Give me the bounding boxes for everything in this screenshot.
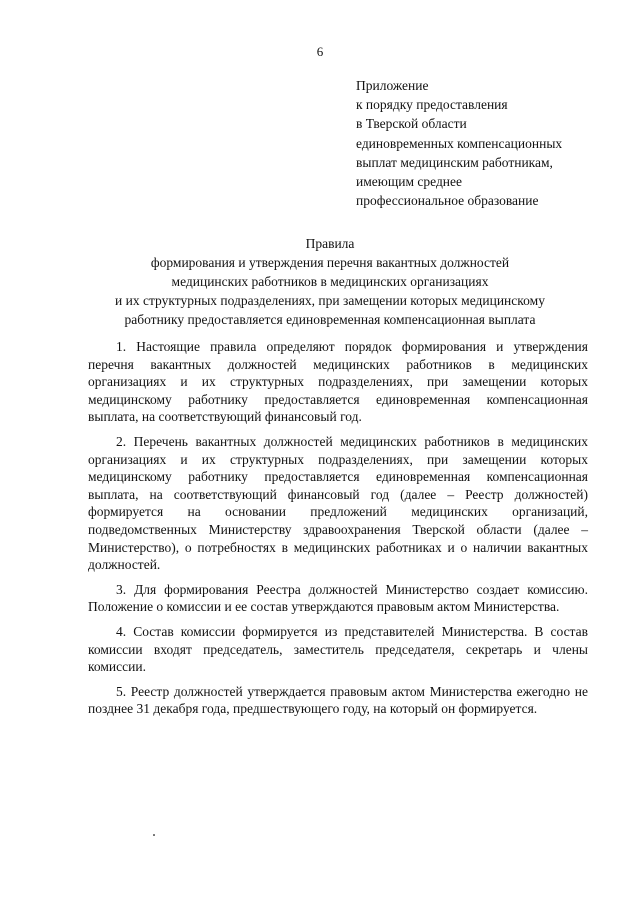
appendix-line: в Тверской области xyxy=(356,116,467,132)
appendix-line: к порядку предоставления xyxy=(356,97,508,113)
paragraph-4: 4. Состав комиссии формируется из представителей Министерства. В состав комиссии входят председатель, заместитель председателя, секретарь и члены комиссии. xyxy=(88,623,588,675)
title-line: формирования и утверждения перечня вакантных должностей xyxy=(150,255,510,270)
appendix-line: выплат медицинским работникам, xyxy=(356,154,553,170)
scan-speck xyxy=(153,834,155,836)
paragraph-3: 3. Для формирования Реестра должностей Министерство создает комиссию. Положение о комиссии и ее состав утверждаются правовым актом Министерства. xyxy=(88,581,588,615)
paragraph-5: 5. Реестр должностей утверждается правовым актом Министерства ежегодно не позднее 31 декабря года, предшествующего году, на который он формируется. xyxy=(88,683,588,717)
page-number: 6 xyxy=(316,44,324,59)
title-line: медицинских работников в медицинских организациях xyxy=(171,274,489,289)
appendix-line: имеющим среднее xyxy=(356,174,463,190)
title-line: и их структурных подразделениях, при замещении которых медицинскому xyxy=(115,293,545,308)
title-heading: Правила xyxy=(305,236,355,251)
appendix-line: Приложение xyxy=(356,78,429,93)
document-title xyxy=(70,234,590,329)
appendix-line: единовременных компенсационных xyxy=(356,135,563,151)
paragraph-1: 1. Настоящие правила определяют порядок формирования и утверждения перечня вакантных должностей медицинских работников в медицинских организациях и их структурных подразделениях, при замещении которых медицинскому работнику предоставляется единовременная компенсационная выплата, на соответствующий финансовый год. xyxy=(88,339,588,425)
appendix-line: профессиональное образование xyxy=(356,193,539,209)
appendix-note xyxy=(356,76,626,210)
title-line: работнику предоставляется единовременная компенсационная выплата xyxy=(124,312,536,327)
document-body xyxy=(88,338,588,725)
paragraph-2: 2. Перечень вакантных должностей медицинских работников в медицинских организациях и их структурных подразделениях, при замещении которых медицинскому работнику предоставляется единовременная компенсационная выплата, на соответствующий финансовый год (далее – Реестр должностей) формируется на основании предложений медицинских организаций, подведомственных Министерству здравоохранения Тверской области (далее – Министерство), о потребностях в медицинских работниках и о наличии вакантных должностей. xyxy=(88,433,588,573)
